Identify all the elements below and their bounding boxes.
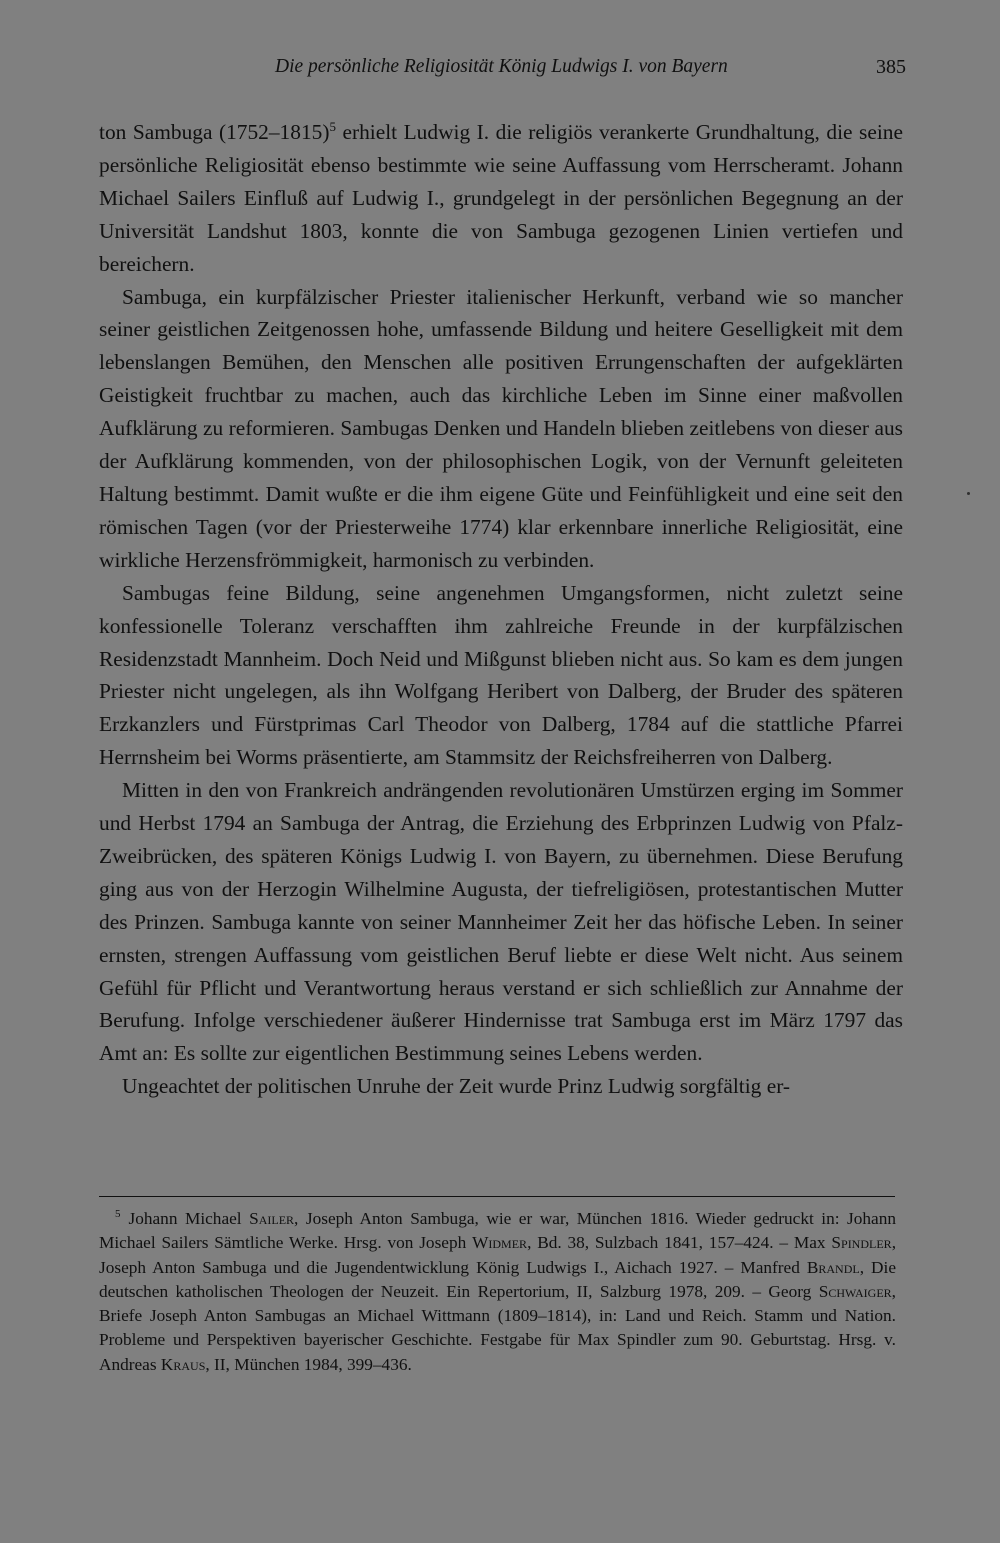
page-number: 385: [876, 56, 906, 78]
running-title: Die persönliche Religiosität König Ludwigs I. von Bayern: [275, 56, 728, 77]
author-name: Brandl: [806, 1257, 860, 1277]
paragraph-text: erhielt Ludwig I. die religiös verankerte Grundhaltung, die seine persönliche Religiosität ebenso bestimmte wie seine Auffassung vom Herrscheramt. Johann Michael Sailers Einfluß auf Ludwig I., grundgelegt in der persönlichen Begegnung an der Universität Landshut 1803, konnte die von Sambuga gezogenen Linien vertiefen und bereichern.: [99, 120, 903, 276]
footnote-marker: 5: [115, 1208, 121, 1220]
paragraph: Sambuga, ein kurpfälzischer Priester italienischer Herkunft, verband wie so mancher seiner geistlichen Zeitgenossen hohe, umfassende Bildung und heitere Geselligkeit mit dem lebenslangen Bemühen, den Menschen alle positiven Errungenschaften der aufgeklärten Geistigkeit fruchtbar zu machen, auch das kirchliche Leben im Sinne einer maßvollen Aufklärung zu reformieren. Sambugas Denken und Handeln blieben zeitlebens von dieser aus der Aufklärung kommenden, von der philosophischen Logik, von der Vernunft geleiteten Haltung bestimmt. Damit wußte er die ihm eigene Güte und Feinfühligkeit und eine seit den römischen Tagen (vor der Priesterweihe 1774) klar erkennbare innerliche Religiosität, eine wirkliche Herzensfrömmigkeit, harmonisch zu verbinden.: [99, 284, 903, 572]
paragraph: Ungeachtet der politischen Unruhe der Zeit wurde Prinz Ludwig sorgfältig er-: [122, 1074, 791, 1099]
footnote-text: , Bd. 38, Sulzbach 1841, 157–424. – Max: [527, 1233, 832, 1253]
body-text: [99, 116, 903, 1103]
footnote-text: , Die deutschen katholischen Theologen der Neuzeit. Ein Repertorium, II, Salzburg 1978, 209. – Georg: [99, 1257, 896, 1301]
paragraph-text: ton Sambuga (1752–1815): [99, 120, 330, 144]
footnote-reference[interactable]: 5: [329, 119, 336, 134]
footnote-text: Johann Michael: [128, 1209, 250, 1228]
footnote-text: , Briefe Joseph Anton Sambugas an Michael Wittmann (1809–1814), in: Land und Reich. Stamm und Nation. Probleme und Perspektiven bayerischer Geschichte. Festgabe für Max Spindler zum 90. Geburtstag. Hrsg. v. Andreas: [99, 1281, 896, 1374]
footnote: [99, 1207, 896, 1377]
author-name: Widmer: [472, 1233, 528, 1253]
page-header: [100, 56, 906, 86]
paragraph: Mitten in den von Frankreich andrängenden revolutionären Umstürzen erging im Sommer und Herbst 1794 an Sambuga der Antrag, die Erziehung des Erbprinzen Ludwig von Pfalz-Zweibrücken, des späteren Königs Ludwig I. von Bayern, zu übernehmen. Diese Berufung ging aus von der Herzogin Wilhelmine Augusta, der tiefreligiösen, protestantischen Mutter des Prinzen. Sambuga kannte von seiner Mannheimer Zeit her das höfische Leben. In seiner ernsten, strengen Auffassung vom geistlichen Beruf liebte er diese Welt nicht. Aus seinem Gefühl für Pflicht und Verantwortung heraus verstand er sich schließlich zur Annahme der Berufung. Infolge verschiedener äußerer Hindernisse trat Sambuga erst im März 1797 das Amt an: Es sollte zur eigentlichen Bestimmung seines Lebens werden.: [99, 778, 903, 1066]
author-name: Schwaiger: [818, 1281, 892, 1301]
footnote-text: , Joseph Anton Sambuga, wie er war, München 1816. Wieder gedruckt in: Johann Michael Sailers Sämtliche Werke. Hrsg. von Joseph: [99, 1209, 897, 1253]
footnote-text: , Joseph Anton Sambuga und die Jugendentwicklung König Ludwigs I., Aichach 1927. – Manfred: [99, 1233, 897, 1277]
author-name: Kraus: [160, 1354, 206, 1374]
footnote-text: , II, München 1984, 399–436.: [205, 1354, 412, 1374]
paragraph: [99, 116, 903, 281]
author-name: Spindler: [831, 1233, 892, 1253]
scan-speck: [967, 492, 970, 495]
paragraph: Sambugas feine Bildung, seine angenehmen Umgangsformen, nicht zuletzt seine konfessionelle Toleranz verschafften ihm zahlreiche Freunde in der kurpfälzischen Residenzstadt Mannheim. Doch Neid und Mißgunst blieben nicht aus. So kam es dem jungen Priester nicht ungelegen, als ihn Wolfgang Heribert von Dalberg, der Bruder des späteren Erzkanzlers und Fürstprimas Carl Theodor von Dalberg, 1784 auf die stattliche Pfarrei Herrnsheim bei Worms präsentierte, am Stammsitz der Reichsfreiherren von Dalberg.: [99, 580, 903, 770]
author-name: Sailer: [249, 1209, 295, 1228]
footnote-divider: [99, 1196, 895, 1197]
